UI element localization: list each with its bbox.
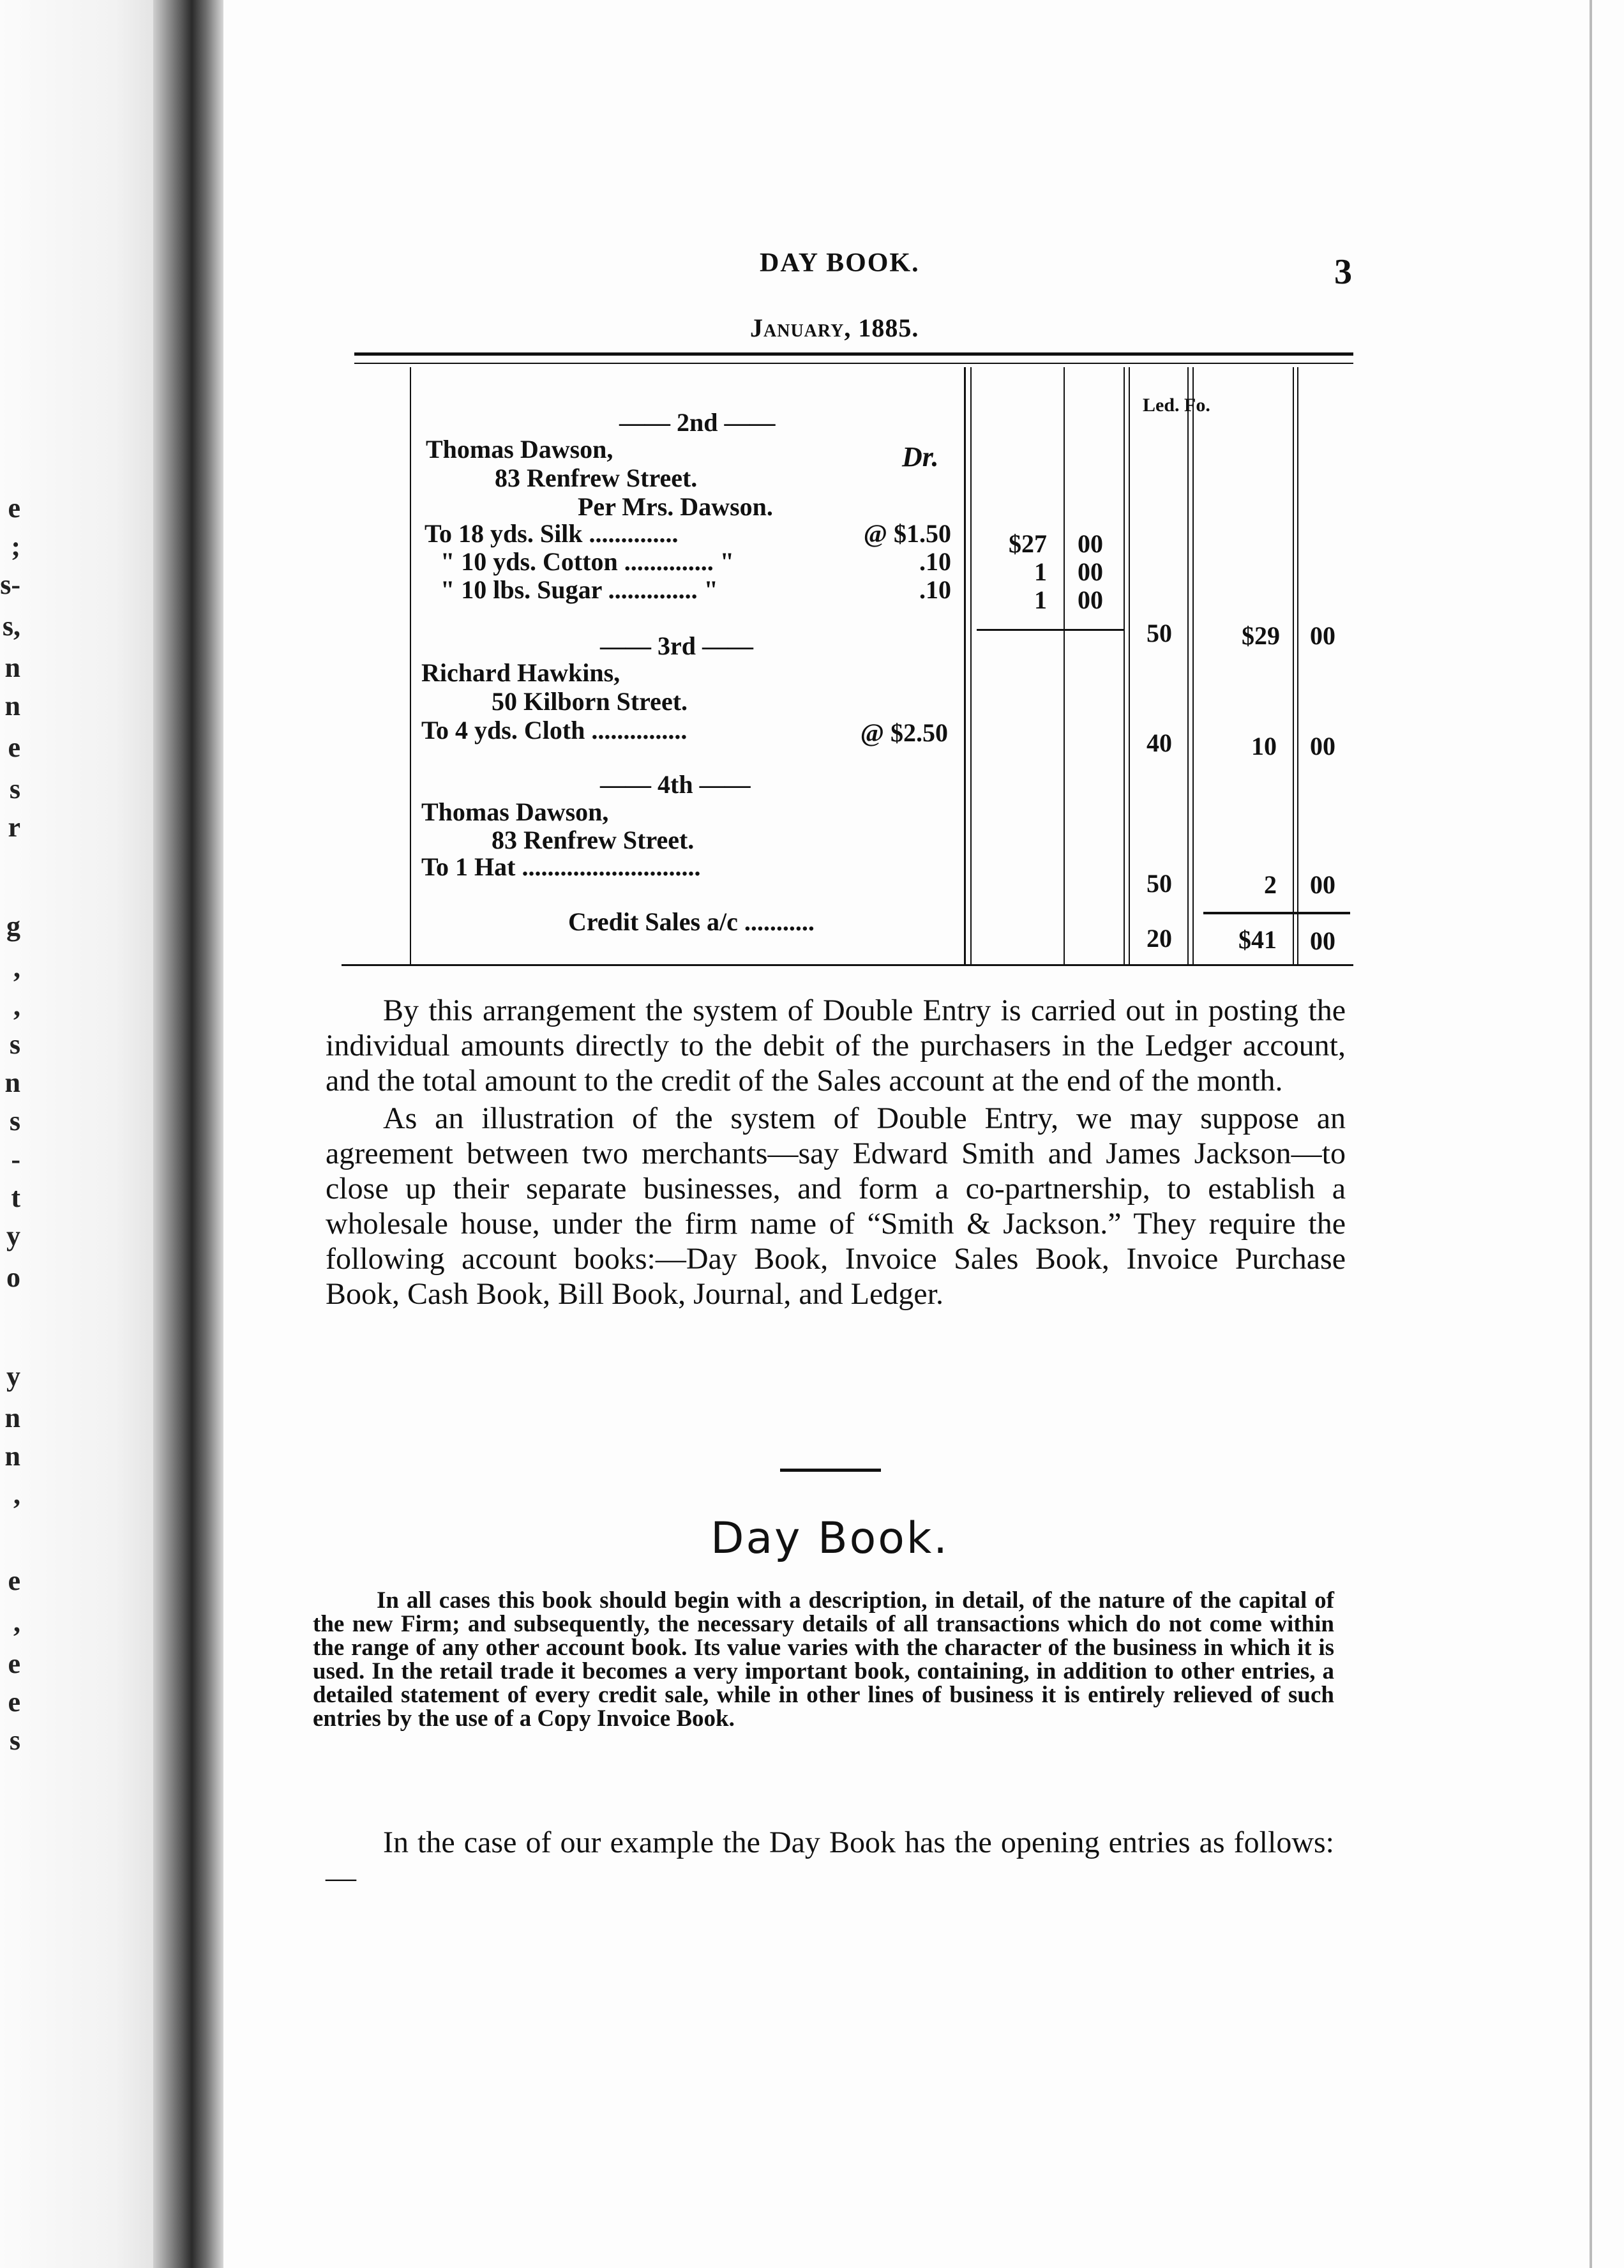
item-amount: $27 [1009, 529, 1047, 558]
entry-total-cents: 00 [1310, 732, 1335, 760]
summary-folio: 20 [1147, 924, 1172, 953]
item-rate: @ $1.50 [863, 519, 951, 548]
item-description: " 10 lbs. Sugar .............. " [440, 575, 718, 604]
facing-page-fragment: n [4, 652, 20, 683]
customer-name: Thomas Dawson, [421, 798, 609, 826]
facing-page-fragment: , [13, 1606, 20, 1638]
ledger-col-rule [970, 367, 972, 964]
ledger-col-rule [1064, 367, 1065, 964]
facing-page-fragment: n [4, 1440, 20, 1472]
ledger-col-rule [1297, 367, 1298, 964]
facing-page-fragment: o [6, 1262, 20, 1293]
item-description: To 4 yds. Cloth ............... [421, 716, 688, 745]
ledger-col-rule [1129, 367, 1130, 964]
item-cents: 00 [1078, 529, 1103, 558]
paragraph: In all cases this book should begin with a description, in detail, of the nature of the capital of the new Firm; and subsequently, the necessary details of all transactions which do not come within the range of any other account book. Its value varies with the character of the business in which it is used. In the retail trade it becomes a very important book, containing, in addition to other entries, a detailed statement of every credit sale, while in other lines of business it is entirely relieved of such entries by the use of a Copy Invoice Book. [313, 1587, 1334, 1732]
ledger-folio-header: Led. Fo. [1143, 395, 1210, 416]
facing-page-fragment: y [6, 1220, 20, 1251]
closing-text-block [326, 1825, 1334, 1895]
facing-page-fragment: n [4, 1402, 20, 1433]
facing-page-fragment: r [8, 812, 20, 843]
section-title: Day Book. [710, 1513, 949, 1564]
summary-label: Credit Sales a/c ........... [568, 907, 815, 936]
ledger-left-rule [410, 367, 411, 964]
paragraph: By this arrangement the system of Double Entry is carried out in posting the individual amounts directly to the debit of the purchasers in the Ledger account, and the total amount to the credit of the Sales account at the end of the month. [326, 994, 1346, 1098]
entry-note: Per Mrs. Dawson. [578, 492, 773, 521]
summary-total: $41 [1238, 925, 1277, 954]
customer-address: 50 Kilborn Street. [492, 687, 688, 716]
facing-page-fragment: s [9, 1105, 20, 1137]
facing-page-fragment: t [11, 1182, 20, 1213]
ledger-top-rule-thin [354, 363, 1353, 364]
entry-total-cents: 00 [1310, 870, 1335, 899]
item-rate: .10 [919, 547, 951, 576]
entry-total-cents: 00 [1310, 621, 1335, 650]
subtotal-rule [977, 629, 1124, 631]
facing-page-fragment: ; [11, 531, 20, 562]
body-text-block [326, 993, 1346, 1312]
item-amount: 1 [1034, 586, 1047, 614]
running-head: DAY BOOK. [760, 248, 920, 278]
item-cents: 00 [1078, 557, 1103, 586]
facing-page-fragment: n [4, 1067, 20, 1098]
ledger-bottom-rule [342, 964, 1353, 966]
ledger-folio: 50 [1147, 869, 1172, 898]
facing-page-fragment: , [13, 1479, 20, 1510]
date-line: January, 1885. [750, 314, 919, 342]
ledger-col-rule [1293, 367, 1294, 964]
facing-page-fragment: s [9, 1029, 20, 1060]
facing-page-fragment: s, [2, 610, 20, 642]
total-rule [1203, 912, 1350, 914]
facing-page-fragment: , [13, 990, 20, 1022]
facing-page-fragment: e [8, 732, 20, 763]
book-gutter [153, 0, 223, 2268]
entry-total: 2 [1264, 870, 1277, 899]
ledger-col-rule [1187, 367, 1189, 964]
customer-name: Richard Hawkins, [421, 658, 620, 687]
debit-label: Dr. [902, 441, 939, 472]
ledger-folio: 50 [1147, 619, 1172, 647]
page-number: 3 [1334, 252, 1352, 292]
facing-page-fragment: e [8, 1565, 20, 1596]
entry-total: $29 [1242, 621, 1280, 650]
paragraph: As an illustration of the system of Double Entry, we may suppose an agreement between two merchants—say Edward Smith and James Jackson—to close up their separate businesses, and form a co-partnership, to establish a wholesale house, under the firm name of “Smith & Jackson.” They require the following account books:—Day Book, Invoice Sales Book, Invoice Purchase Book, Cash Book, Bill Book, Journal, and Ledger. [326, 1101, 1346, 1311]
item-description: " 10 yds. Cotton .............. " [440, 547, 734, 576]
entry-date: —— 3rd —— [600, 631, 753, 660]
page-edge [1590, 0, 1592, 2268]
customer-address: 83 Renfrew Street. [492, 826, 695, 854]
facing-page-fragment: s [9, 1725, 20, 1756]
facing-page-fragment: , [13, 952, 20, 983]
ledger-folio: 40 [1147, 729, 1172, 757]
facing-page-fragment: - [11, 1144, 20, 1175]
ledger-col-rule [1192, 367, 1194, 964]
entry-date: —— 2nd —— [619, 408, 776, 437]
item-amount: 1 [1034, 557, 1047, 586]
facing-page-fragment: e [8, 1648, 20, 1679]
facing-page-fragment: e [8, 1686, 20, 1718]
item-description: To 1 Hat ............................ [421, 852, 701, 881]
item-description: To 18 yds. Silk .............. [425, 519, 679, 548]
summary-total-cents: 00 [1310, 926, 1335, 955]
facing-page-fragment: s- [0, 569, 20, 600]
customer-name: Thomas Dawson, [426, 435, 613, 464]
facing-page-fragment: y [6, 1361, 20, 1392]
facing-page-fragment: g [6, 911, 20, 942]
small-paragraph-block [313, 1589, 1334, 1730]
ledger-col-rule [964, 367, 966, 964]
customer-address: 83 Renfrew Street. [495, 464, 698, 492]
ledger-col-rule [1124, 367, 1125, 964]
facing-page-fragment: e [8, 492, 20, 524]
paragraph: In the case of our example the Day Book has the opening entries as follows:— [326, 1826, 1334, 1894]
section-divider [780, 1469, 881, 1472]
item-rate: @ $2.50 [860, 718, 948, 747]
item-cents: 00 [1078, 586, 1103, 614]
facing-page-fragment: n [4, 690, 20, 722]
ledger-top-rule [354, 352, 1353, 356]
entry-total: 10 [1251, 732, 1277, 760]
entry-date: —— 4th —— [600, 770, 751, 799]
item-rate: .10 [919, 575, 951, 604]
facing-page-fragment: s [9, 773, 20, 805]
